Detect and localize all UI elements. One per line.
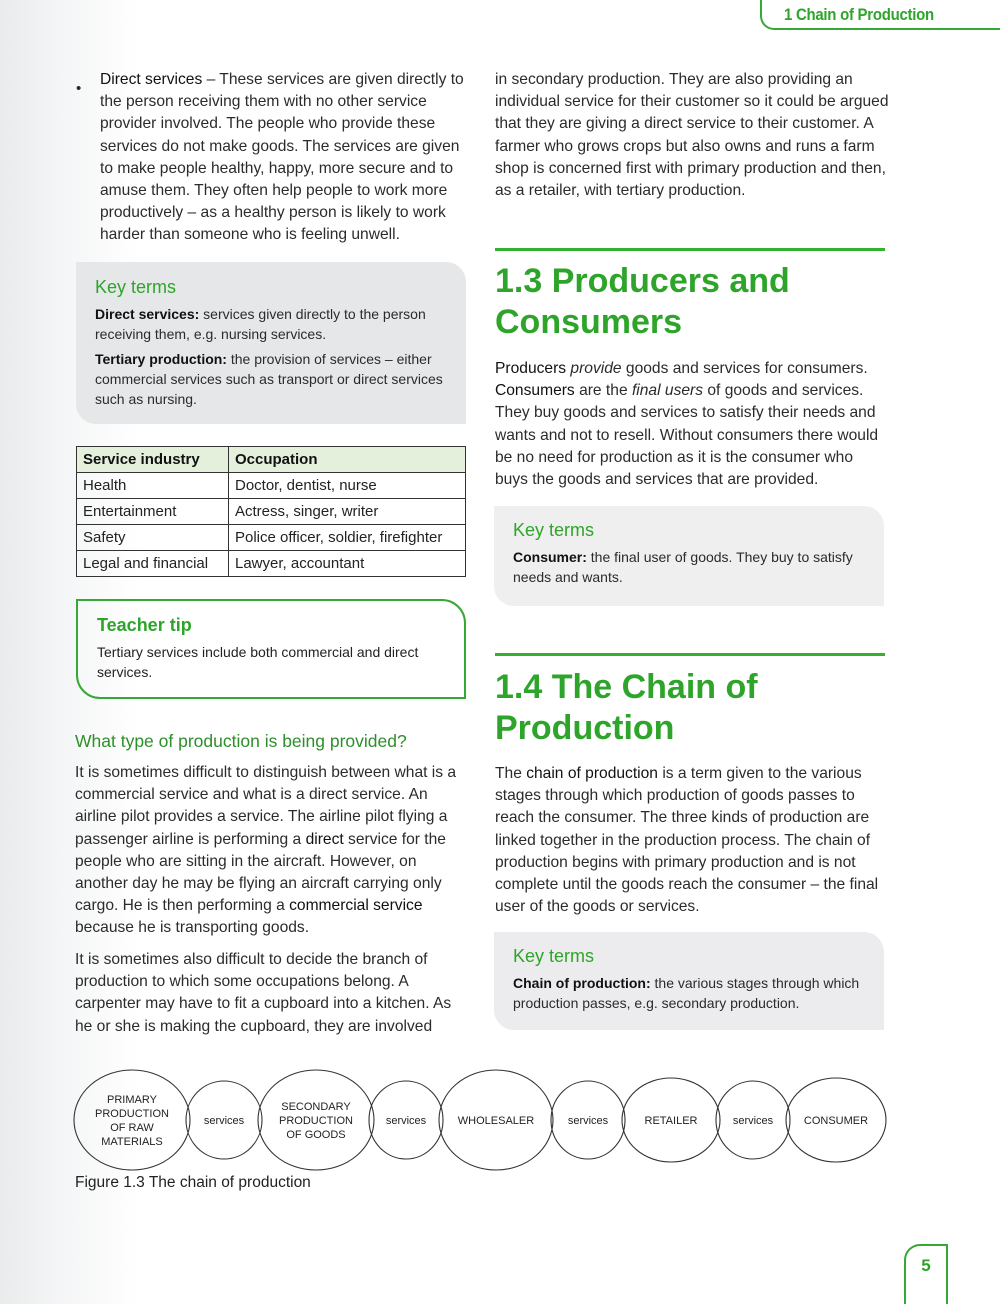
key-terms-heading: Key terms: [95, 277, 177, 297]
running-header: [760, 0, 1000, 34]
key-term-item: [95, 304, 448, 344]
stage-node: [258, 1070, 374, 1170]
key-term-definition: the provision of services – either commercial services such as transport or direct services such as nursing.: [95, 351, 443, 407]
text-run: because he is transporting goods.: [75, 919, 310, 937]
airline-pilot-paragraph: [75, 762, 470, 940]
node-ellipse: [74, 1070, 190, 1170]
key-terms-box: [494, 506, 884, 606]
node-label: PRIMARY: [107, 1094, 157, 1106]
table-header-cell: Service industry: [77, 447, 229, 473]
key-term-definition: services given directly to the person receiving them, e.g. nursing services.: [95, 306, 426, 342]
text-run: are the: [574, 382, 632, 400]
teacher-tip-box: [76, 599, 466, 699]
key-term-item: [95, 349, 448, 409]
italic-provide: provide: [570, 360, 622, 377]
node-label: services: [732, 1115, 774, 1127]
table-cell: Lawyer, accountant: [229, 551, 466, 577]
table-cell: Legal and financial: [77, 551, 229, 577]
node-label: MATERIALS: [101, 1136, 163, 1148]
services-node: [551, 1081, 625, 1159]
node-label: PRODUCTION: [95, 1108, 169, 1120]
direct-services-paragraph: [100, 69, 470, 247]
service-industry-table: [76, 446, 466, 577]
diagram-canvas: [74, 1068, 890, 1170]
term-consumers: Consumers: [495, 382, 575, 400]
key-term-definition: the final user of goods. They buy to satisfy needs and wants.: [513, 549, 853, 585]
term-producers: Producers: [495, 360, 567, 377]
italic-final-users: final users: [631, 382, 704, 400]
key-terms-heading: Key terms: [513, 946, 595, 966]
figure-caption: Figure 1.3 The chain of production: [75, 1174, 311, 1191]
table-row: [77, 551, 466, 577]
key-term: Direct services:: [95, 306, 200, 322]
key-term: Tertiary production:: [95, 351, 227, 367]
text-run: It is sometimes difficult to distinguish between what is a commercial service and what is a direct service. An airline pilot provides a service. The airline pilot flying a passenger airline is performing a: [75, 764, 457, 848]
node-label: OF GOODS: [286, 1129, 346, 1141]
key-term-item: [513, 973, 866, 1013]
table-header-row: [77, 447, 466, 473]
producers-consumers-paragraph: [495, 358, 890, 491]
services-node: [716, 1081, 790, 1159]
page-number-tab: [904, 1244, 948, 1304]
table-header-cell: Occupation: [229, 447, 466, 473]
key-term-item: [513, 547, 866, 587]
chain-of-production-diagram: [74, 1068, 890, 1170]
section-rule: [495, 653, 885, 656]
node-label: RETAILER: [644, 1115, 698, 1127]
node-label: PRODUCTION: [279, 1115, 353, 1127]
node-label: services: [203, 1115, 245, 1127]
key-term: Chain of production:: [513, 975, 651, 991]
table-row: [77, 525, 466, 551]
node-label: CONSUMER: [803, 1115, 869, 1127]
node-label: WHOLESALER: [457, 1115, 535, 1127]
bullet-text: – These services are given directly to the person receiving them with no other service provider involved. The people who provide these services do not make goods. The services are given to make people healthy, happy, more secure and to amuse them. They often help people to work more productively – as a healthy person is likely to work harder than someone who is feeling unwell.: [100, 71, 464, 244]
table-cell: Health: [77, 473, 229, 499]
text-run: goods and services for consumers.: [621, 360, 868, 377]
node-label: services: [385, 1115, 427, 1127]
text-run: The: [495, 765, 527, 782]
key-term-definition: the various stages through which production passes, e.g. secondary production.: [513, 975, 860, 1011]
subheading: What type of production is being provided?: [75, 731, 407, 751]
node-label: OF RAW: [110, 1122, 154, 1134]
emphasis-commercial-service: commercial service: [289, 897, 423, 915]
key-terms-heading: Key terms: [513, 520, 595, 540]
bullet-term: Direct services: [100, 71, 203, 88]
stage-node: [622, 1078, 720, 1162]
section-rule: [495, 248, 885, 251]
key-terms-box: [76, 262, 466, 424]
table-cell: Doctor, dentist, nurse: [229, 473, 466, 499]
text-run: is a term given to the various stages through which production of goods passes to reach the consumer. The three kinds of production are linked together in the production process. The chain of production begins with primary production and is not complete until the goods reach the consumer – the final user of the goods or services.: [495, 765, 879, 916]
chapter-title: 1 Chain of Production: [784, 5, 934, 24]
carpenter-paragraph: It is sometimes also difficult to decide the branch of production to which some occupations belong. A carpenter may have to fit a cupboard into a kitchen. As he or she is making the cupboard, they are involved: [75, 951, 452, 1035]
emphasis-direct: direct: [305, 830, 344, 848]
continued-paragraph: in secondary production. They are also providing an individual service for their customer so it could be argued that they are giving a direct service to their customer. A farmer who grows crops but also owns and runs a farm shop is concerned first with primary production and then, as a retailer, with tertiary production.: [495, 71, 889, 200]
stage-node: [74, 1070, 190, 1170]
services-node: [369, 1081, 443, 1159]
stage-node: [439, 1070, 553, 1170]
table-cell: Safety: [77, 525, 229, 551]
services-node: [186, 1081, 262, 1159]
stage-node: [786, 1078, 886, 1162]
section-title-1-3: 1.3 Producers and Consumers: [495, 262, 790, 341]
table-row: [77, 499, 466, 525]
node-label: SECONDARY: [281, 1101, 351, 1113]
bullet-icon: •: [76, 80, 82, 97]
table-cell: Entertainment: [77, 499, 229, 525]
text-run: of goods and services. They buy goods and services to satisfy their needs and wants and not to resell. Without consumers there would be no need for production as it is the consumer who buys the goods and services that are provided.: [495, 382, 879, 489]
table-cell: Actress, singer, writer: [229, 499, 466, 525]
table-cell: Police officer, soldier, firefighter: [229, 525, 466, 551]
table-row: [77, 473, 466, 499]
chain-of-production-paragraph: [495, 763, 890, 918]
key-term: Consumer:: [513, 549, 587, 565]
key-terms-box: [494, 932, 884, 1030]
teacher-tip-heading: Teacher tip: [97, 615, 192, 635]
node-label: services: [567, 1115, 609, 1127]
text-run: service for the people who are sitting in the aircraft. However, on another day he may be flying an aircraft carrying only cargo. He is then performing a: [75, 830, 446, 915]
term-chain-of-production: chain of production: [526, 765, 658, 782]
teacher-tip-text: Tertiary services include both commercial and direct services.: [97, 644, 419, 680]
section-title-1-4: 1.4 The Chain of Production: [495, 668, 758, 747]
page-number: 5: [921, 1256, 931, 1275]
